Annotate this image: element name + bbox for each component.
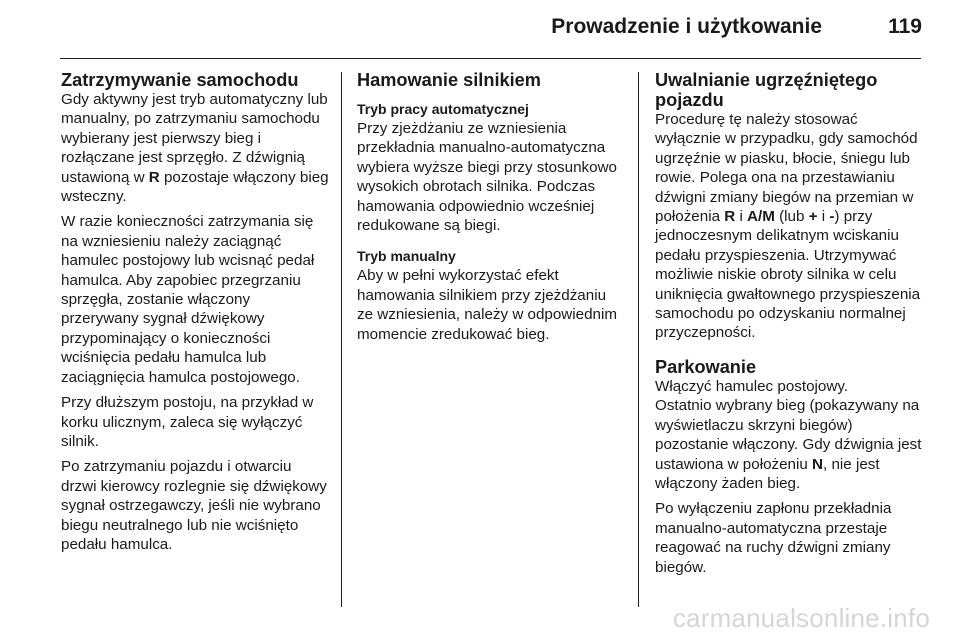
column-divider-1 <box>341 72 342 607</box>
subheading-automatic-mode: Tryb pracy automatycznej <box>357 101 529 117</box>
paragraph-automatic-mode: Przy zjeżdżaniu ze wzniesienia przekładnia manualno-automatyczna wybiera wyższe biegi przy stosunkowo wysokich obrotach silnika. Podczas hamowania odpowiednio wcześniej redukowane są biegi. <box>357 120 617 235</box>
paragraph-parking-gear <box>655 396 923 493</box>
gear-symbol-plus: + <box>808 208 818 226</box>
gear-symbol-r: R <box>724 208 736 226</box>
paragraph-rocking-vehicle <box>655 110 923 343</box>
paragraph-stopping-intro <box>61 90 329 206</box>
column-1 <box>61 70 329 560</box>
watermark: carmanualsonline.info <box>672 603 930 633</box>
gear-symbol-r: R <box>148 168 160 186</box>
section-title: Prowadzenie i użytkowanie <box>551 15 822 38</box>
text-span: Procedurę tę należy stosować wyłącznie w przypadku, gdy samochód ugrzęźnie w piasku, błocie, śniegu lub rowie. Polega ona na przestawianiu dźwigni zmiany biegów na przemian w położenia <box>655 111 918 226</box>
text-span: Gdy aktywny jest tryb automatyczny lub manualny, po zatrzymaniu samochodu wybierany jest pierwszy bieg i rozłączane jest sprzęgło. Z dźwignią ustawioną w <box>61 91 328 186</box>
paragraph-long-stop: Przy dłuższym postoju, na przykład w korku ulicznym, zaleca się wyłączyć silnik. <box>61 394 314 450</box>
text-span: i <box>817 208 830 226</box>
gear-symbol-am: A/M <box>747 208 775 226</box>
subheading-manual-mode: Tryb manualny <box>357 248 456 265</box>
heading-rocking-vehicle: Uwalnianie ugrzęźniętego pojazdu <box>655 70 878 110</box>
text-span: ) przy jednoczesnym delikatnym wciskaniu pedału przyspieszenia. Utrzymywać możliwie niskie obroty silnika w celu uniknięcia gwałtownego przyspieszenia samochodu po odzyskaniu normalnej przyczepności. <box>655 208 921 342</box>
paragraph-ignition-off: Po wyłączeniu zapłonu przekładnia manualno-automatyczna przestaje reagować na ruchy dźwigni zmiany biegów. <box>655 500 892 576</box>
page-number: 119 <box>888 15 922 38</box>
gear-symbol-minus: - <box>829 208 835 226</box>
column-divider-2 <box>638 72 639 607</box>
heading-stopping: Zatrzymywanie samochodu <box>61 70 299 90</box>
paragraph-hill-stop: W razie konieczności zatrzymania się na wzniesieniu należy zaciągnąć hamulec postojowy lub wcisnąć pedał hamulca. Aby zapobiec przegrzaniu sprzęgła, zostanie włączony przerywany sygnał dźwiękowy przypominający o konieczności wciśnięcia pedału hamulca lub zaciągnięcia hamulca postojowego. <box>61 213 315 386</box>
text-span: (lub <box>774 208 809 226</box>
column-2 <box>357 70 623 350</box>
text-span: i <box>735 208 748 226</box>
gear-symbol-n: N <box>812 455 824 473</box>
heading-parking: Parkowanie <box>655 356 757 377</box>
text-span: pozostaje włączony bieg wsteczny. <box>61 168 329 206</box>
header-divider <box>60 58 921 59</box>
paragraph-door-warning: Po zatrzymaniu pojazdu i otwarciu drzwi kierowcy rozlegnie się dźwiękowy sygnał ostrzegawczy, jeśli nie wybrano biegu neutralnego lub nie wciśnięto pedału hamulca. <box>61 458 327 553</box>
text-span: , nie jest włączony żaden bieg. <box>655 455 880 492</box>
heading-engine-braking: Hamowanie silnikiem <box>357 70 541 90</box>
text-span: Ostatnio wybrany bieg (pokazywany na wyświetlaczu skrzyni biegów) pozostanie włączony. Gdy dźwignia jest ustawiona w położeniu <box>655 397 922 473</box>
paragraph-manual-mode: Aby w pełni wykorzystać efekt hamowania silnikiem przy zjeżdżaniu ze wzniesienia, należy w odpowiednim momencie zredukować bieg. <box>357 267 618 343</box>
paragraph-parking-brake: Włączyć hamulec postojowy. <box>655 377 849 395</box>
column-3 <box>655 70 923 583</box>
